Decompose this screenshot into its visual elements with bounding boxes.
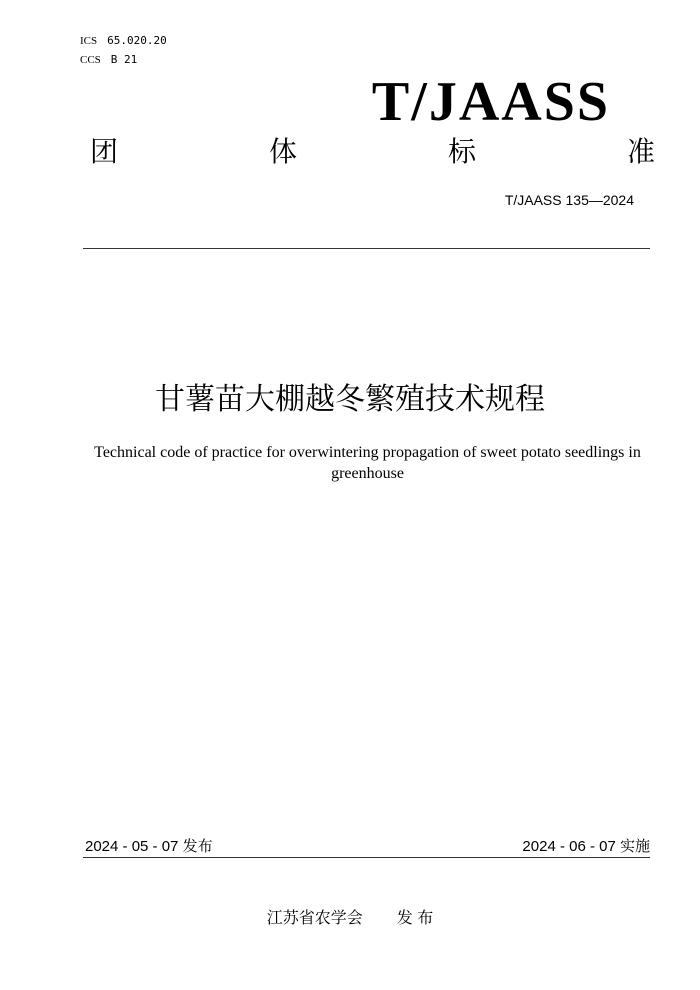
document-title-chinese: 甘薯苗大棚越冬繁殖技术规程 bbox=[155, 383, 545, 416]
ccs-value: B 21 bbox=[110, 53, 138, 66]
standard-number: T/JAASS 135—2024 bbox=[504, 192, 634, 208]
ics-value: 65.020.20 bbox=[107, 34, 167, 47]
footer-divider bbox=[83, 857, 650, 858]
ccs-code bbox=[80, 53, 137, 66]
organization-logo: T/JAASS bbox=[371, 71, 610, 133]
publisher-line bbox=[0, 905, 700, 928]
issue-date: 2024 - 05 - 07 发布 bbox=[85, 838, 213, 855]
publisher-name: 江苏省农学会 bbox=[266, 910, 363, 927]
document-title-english bbox=[80, 442, 655, 484]
standard-type-char: 标 bbox=[447, 136, 476, 167]
standard-type-char: 准 bbox=[626, 136, 655, 167]
title-en-line: greenhouse bbox=[331, 465, 404, 482]
title-en-line: Technical code of practice for overwintering propagation of sweet potato seedlings in bbox=[94, 444, 641, 461]
ccs-label: CCS bbox=[80, 54, 101, 66]
standard-type-char: 团 bbox=[90, 136, 119, 167]
ics-code bbox=[80, 34, 167, 47]
header-divider bbox=[83, 248, 650, 249]
implementation-date: 2024 - 06 - 07 实施 bbox=[522, 838, 650, 855]
ics-label: ICS bbox=[80, 35, 98, 47]
standard-type-heading bbox=[90, 132, 655, 172]
standard-type-char: 体 bbox=[268, 136, 297, 167]
publish-label: 发 布 bbox=[396, 910, 434, 927]
